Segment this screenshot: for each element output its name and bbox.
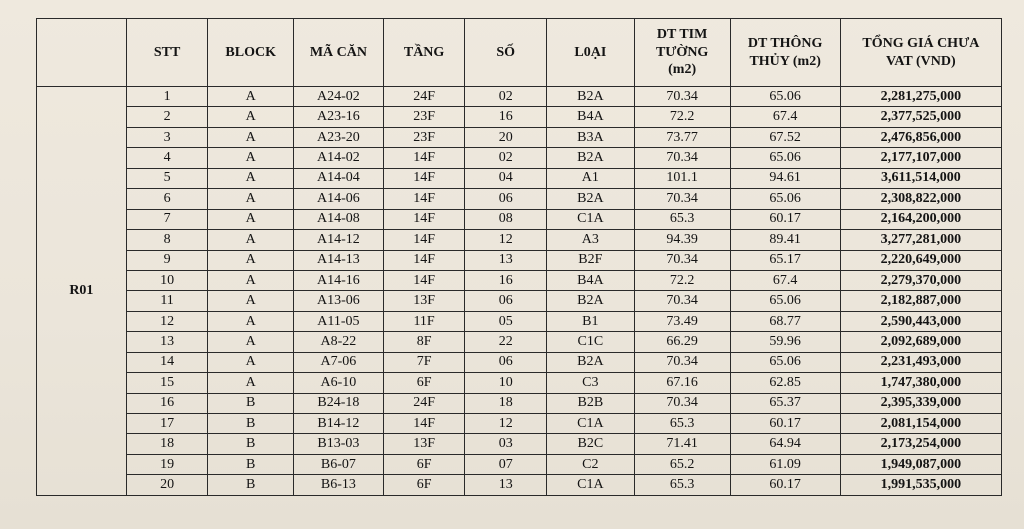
- cell-so: 07: [465, 454, 547, 474]
- cell-tong-gia: 1,949,087,000: [840, 454, 1001, 474]
- cell-stt: 18: [126, 434, 208, 454]
- table-row: [37, 291, 1002, 311]
- cell-stt: 12: [126, 311, 208, 331]
- cell-loai: B2F: [546, 250, 634, 270]
- cell-dt-thong-thuy: 65.06: [730, 189, 840, 209]
- cell-stt: 7: [126, 209, 208, 229]
- cell-tang: 14F: [383, 189, 465, 209]
- cell-block: A: [208, 352, 294, 372]
- cell-loai: B4A: [546, 107, 634, 127]
- cell-so: 12: [465, 414, 547, 434]
- cell-tong-gia: 2,395,339,000: [840, 393, 1001, 413]
- cell-block: B: [208, 434, 294, 454]
- table-row: [37, 230, 1002, 250]
- cell-tang: 6F: [383, 454, 465, 474]
- table-row: [37, 311, 1002, 331]
- cell-block: A: [208, 87, 294, 107]
- table-row: [37, 454, 1002, 474]
- cell-ma-can: A14-12: [294, 230, 384, 250]
- cell-block: A: [208, 373, 294, 393]
- cell-dt-thong-thuy: 60.17: [730, 414, 840, 434]
- cell-dt-thong-thuy: 59.96: [730, 332, 840, 352]
- cell-tong-gia: 2,281,275,000: [840, 87, 1001, 107]
- cell-ma-can: A14-04: [294, 168, 384, 188]
- header-ma-can: MÃ CĂN: [294, 19, 384, 87]
- cell-tang: 14F: [383, 148, 465, 168]
- cell-dt-tim-tuong: 66.29: [634, 332, 730, 352]
- cell-tong-gia: 2,231,493,000: [840, 352, 1001, 372]
- cell-ma-can: A13-06: [294, 291, 384, 311]
- cell-ma-can: B6-13: [294, 475, 384, 496]
- cell-so: 10: [465, 373, 547, 393]
- header-dt-thong-thuy: [730, 19, 840, 87]
- table-row: [37, 352, 1002, 372]
- cell-block: A: [208, 148, 294, 168]
- cell-so: 12: [465, 230, 547, 250]
- cell-ma-can: B24-18: [294, 393, 384, 413]
- cell-ma-can: A8-22: [294, 332, 384, 352]
- cell-tang: 14F: [383, 250, 465, 270]
- cell-tong-gia: 2,377,525,000: [840, 107, 1001, 127]
- cell-ma-can: A14-08: [294, 209, 384, 229]
- cell-ma-can: A11-05: [294, 311, 384, 331]
- cell-ma-can: A23-20: [294, 127, 384, 147]
- table-row: [37, 148, 1002, 168]
- cell-stt: 8: [126, 230, 208, 250]
- cell-block: B: [208, 414, 294, 434]
- cell-dt-thong-thuy: 65.06: [730, 148, 840, 168]
- header-dt-tim-tuong: [634, 19, 730, 87]
- cell-dt-tim-tuong: 70.34: [634, 352, 730, 372]
- cell-loai: B2A: [546, 148, 634, 168]
- cell-tong-gia: 3,277,281,000: [840, 230, 1001, 250]
- cell-tong-gia: 2,081,154,000: [840, 414, 1001, 434]
- header-line: VAT (VND): [886, 53, 956, 69]
- cell-loai: B2B: [546, 393, 634, 413]
- cell-tong-gia: 2,590,443,000: [840, 311, 1001, 331]
- cell-tong-gia: 2,164,200,000: [840, 209, 1001, 229]
- cell-dt-thong-thuy: 60.17: [730, 209, 840, 229]
- header-loai: L0ẠI: [546, 19, 634, 87]
- cell-ma-can: A14-06: [294, 189, 384, 209]
- cell-tong-gia: 2,182,887,000: [840, 291, 1001, 311]
- cell-block: A: [208, 209, 294, 229]
- cell-tong-gia: 1,747,380,000: [840, 373, 1001, 393]
- table-row: [37, 434, 1002, 454]
- cell-dt-tim-tuong: 65.3: [634, 414, 730, 434]
- table-row: [37, 127, 1002, 147]
- cell-dt-tim-tuong: 65.2: [634, 454, 730, 474]
- cell-dt-thong-thuy: 67.4: [730, 107, 840, 127]
- cell-tong-gia: 2,220,649,000: [840, 250, 1001, 270]
- cell-ma-can: A6-10: [294, 373, 384, 393]
- cell-dt-tim-tuong: 73.77: [634, 127, 730, 147]
- cell-ma-can: A24-02: [294, 87, 384, 107]
- cell-stt: 20: [126, 475, 208, 496]
- cell-dt-tim-tuong: 94.39: [634, 230, 730, 250]
- table-row: [37, 189, 1002, 209]
- table-row: [37, 107, 1002, 127]
- cell-loai: A3: [546, 230, 634, 250]
- cell-so: 05: [465, 311, 547, 331]
- cell-block: A: [208, 332, 294, 352]
- table-row: [37, 209, 1002, 229]
- cell-ma-can: B13-03: [294, 434, 384, 454]
- header-tong-gia: [840, 19, 1001, 87]
- cell-loai: B2A: [546, 291, 634, 311]
- cell-so: 13: [465, 250, 547, 270]
- header-line: DT TIM: [656, 27, 708, 43]
- cell-tang: 14F: [383, 414, 465, 434]
- cell-dt-thong-thuy: 94.61: [730, 168, 840, 188]
- cell-block: A: [208, 230, 294, 250]
- cell-ma-can: A23-16: [294, 107, 384, 127]
- cell-loai: C3: [546, 373, 634, 393]
- cell-tang: 8F: [383, 332, 465, 352]
- cell-tang: 7F: [383, 352, 465, 372]
- cell-loai: C2: [546, 454, 634, 474]
- cell-tang: 14F: [383, 230, 465, 250]
- cell-so: 02: [465, 148, 547, 168]
- cell-tang: 13F: [383, 291, 465, 311]
- group-label: R01: [37, 87, 127, 496]
- cell-tang: 14F: [383, 209, 465, 229]
- cell-tang: 6F: [383, 373, 465, 393]
- cell-dt-tim-tuong: 71.41: [634, 434, 730, 454]
- cell-tang: 14F: [383, 270, 465, 290]
- cell-block: A: [208, 127, 294, 147]
- cell-stt: 2: [126, 107, 208, 127]
- header-empty: [37, 19, 127, 87]
- cell-dt-thong-thuy: 62.85: [730, 373, 840, 393]
- cell-loai: B4A: [546, 270, 634, 290]
- header-stt: STT: [126, 19, 208, 87]
- table-row: [37, 414, 1002, 434]
- cell-dt-thong-thuy: 65.06: [730, 352, 840, 372]
- cell-dt-tim-tuong: 73.49: [634, 311, 730, 331]
- table-body: [37, 87, 1002, 496]
- cell-dt-thong-thuy: 60.17: [730, 475, 840, 496]
- cell-block: B: [208, 393, 294, 413]
- table-header-row: [37, 19, 1002, 87]
- cell-tong-gia: 1,991,535,000: [840, 475, 1001, 496]
- cell-dt-thong-thuy: 65.17: [730, 250, 840, 270]
- cell-tong-gia: 2,177,107,000: [840, 148, 1001, 168]
- cell-so: 06: [465, 352, 547, 372]
- cell-block: A: [208, 168, 294, 188]
- cell-ma-can: B6-07: [294, 454, 384, 474]
- cell-so: 18: [465, 393, 547, 413]
- cell-block: A: [208, 107, 294, 127]
- header-line: (m2): [668, 62, 697, 78]
- cell-tang: 23F: [383, 127, 465, 147]
- cell-dt-thong-thuy: 64.94: [730, 434, 840, 454]
- table-row: [37, 373, 1002, 393]
- cell-so: 04: [465, 168, 547, 188]
- cell-dt-tim-tuong: 101.1: [634, 168, 730, 188]
- cell-so: 02: [465, 87, 547, 107]
- cell-block: A: [208, 311, 294, 331]
- cell-dt-thong-thuy: 67.52: [730, 127, 840, 147]
- cell-loai: C1A: [546, 209, 634, 229]
- table-row: [37, 393, 1002, 413]
- cell-dt-thong-thuy: 61.09: [730, 454, 840, 474]
- cell-so: 22: [465, 332, 547, 352]
- cell-tang: 11F: [383, 311, 465, 331]
- cell-tang: 14F: [383, 168, 465, 188]
- cell-block: A: [208, 291, 294, 311]
- cell-dt-thong-thuy: 65.06: [730, 87, 840, 107]
- cell-so: 08: [465, 209, 547, 229]
- cell-stt: 6: [126, 189, 208, 209]
- cell-tong-gia: 2,279,370,000: [840, 270, 1001, 290]
- cell-dt-thong-thuy: 65.37: [730, 393, 840, 413]
- cell-stt: 10: [126, 270, 208, 290]
- table-row: [37, 270, 1002, 290]
- cell-so: 06: [465, 189, 547, 209]
- cell-ma-can: B14-12: [294, 414, 384, 434]
- header-block: BLOCK: [208, 19, 294, 87]
- cell-dt-tim-tuong: 67.16: [634, 373, 730, 393]
- table-row: [37, 168, 1002, 188]
- cell-tong-gia: 2,308,822,000: [840, 189, 1001, 209]
- header-line: TỔNG GIÁ CHƯA: [862, 36, 980, 51]
- cell-dt-tim-tuong: 70.34: [634, 189, 730, 209]
- cell-dt-thong-thuy: 65.06: [730, 291, 840, 311]
- cell-stt: 19: [126, 454, 208, 474]
- cell-loai: B2A: [546, 352, 634, 372]
- cell-tang: 24F: [383, 87, 465, 107]
- cell-tang: 23F: [383, 107, 465, 127]
- cell-dt-tim-tuong: 70.34: [634, 87, 730, 107]
- table-row: [37, 87, 1002, 107]
- cell-loai: B2A: [546, 189, 634, 209]
- cell-stt: 3: [126, 127, 208, 147]
- cell-loai: B2C: [546, 434, 634, 454]
- price-table: [36, 18, 1002, 496]
- cell-block: B: [208, 475, 294, 496]
- cell-dt-tim-tuong: 65.3: [634, 209, 730, 229]
- cell-loai: B1: [546, 311, 634, 331]
- table-row: [37, 250, 1002, 270]
- cell-dt-tim-tuong: 65.3: [634, 475, 730, 496]
- cell-dt-tim-tuong: 72.2: [634, 270, 730, 290]
- cell-ma-can: A14-16: [294, 270, 384, 290]
- cell-tong-gia: 2,476,856,000: [840, 127, 1001, 147]
- cell-block: B: [208, 454, 294, 474]
- cell-tong-gia: 2,092,689,000: [840, 332, 1001, 352]
- header-line: THỦY (m2): [749, 53, 821, 69]
- cell-block: A: [208, 270, 294, 290]
- cell-ma-can: A7-06: [294, 352, 384, 372]
- cell-dt-tim-tuong: 70.34: [634, 291, 730, 311]
- cell-dt-tim-tuong: 70.34: [634, 393, 730, 413]
- cell-stt: 11: [126, 291, 208, 311]
- table-row: [37, 475, 1002, 496]
- cell-loai: C1A: [546, 414, 634, 434]
- cell-loai: B3A: [546, 127, 634, 147]
- header-line: DT THÔNG: [747, 36, 823, 51]
- cell-block: A: [208, 189, 294, 209]
- cell-dt-thong-thuy: 89.41: [730, 230, 840, 250]
- cell-ma-can: A14-02: [294, 148, 384, 168]
- cell-tang: 13F: [383, 434, 465, 454]
- cell-ma-can: A14-13: [294, 250, 384, 270]
- cell-loai: C1A: [546, 475, 634, 496]
- cell-so: 13: [465, 475, 547, 496]
- cell-dt-tim-tuong: 72.2: [634, 107, 730, 127]
- cell-stt: 14: [126, 352, 208, 372]
- cell-stt: 4: [126, 148, 208, 168]
- cell-dt-tim-tuong: 70.34: [634, 250, 730, 270]
- cell-loai: A1: [546, 168, 634, 188]
- cell-loai: B2A: [546, 87, 634, 107]
- cell-dt-tim-tuong: 70.34: [634, 148, 730, 168]
- cell-tong-gia: 2,173,254,000: [840, 434, 1001, 454]
- cell-tang: 24F: [383, 393, 465, 413]
- cell-stt: 16: [126, 393, 208, 413]
- header-tang: TẦNG: [383, 19, 465, 87]
- cell-stt: 17: [126, 414, 208, 434]
- cell-so: 03: [465, 434, 547, 454]
- cell-stt: 15: [126, 373, 208, 393]
- cell-stt: 13: [126, 332, 208, 352]
- cell-tong-gia: 3,611,514,000: [840, 168, 1001, 188]
- cell-so: 16: [465, 270, 547, 290]
- cell-stt: 9: [126, 250, 208, 270]
- header-line: TƯỜNG: [655, 44, 709, 60]
- cell-loai: C1C: [546, 332, 634, 352]
- cell-stt: 5: [126, 168, 208, 188]
- cell-so: 20: [465, 127, 547, 147]
- cell-block: A: [208, 250, 294, 270]
- cell-dt-thong-thuy: 68.77: [730, 311, 840, 331]
- header-so: SỐ: [465, 19, 547, 87]
- table-row: [37, 332, 1002, 352]
- cell-so: 16: [465, 107, 547, 127]
- cell-tang: 6F: [383, 475, 465, 496]
- cell-dt-thong-thuy: 67.4: [730, 270, 840, 290]
- cell-so: 06: [465, 291, 547, 311]
- cell-stt: 1: [126, 87, 208, 107]
